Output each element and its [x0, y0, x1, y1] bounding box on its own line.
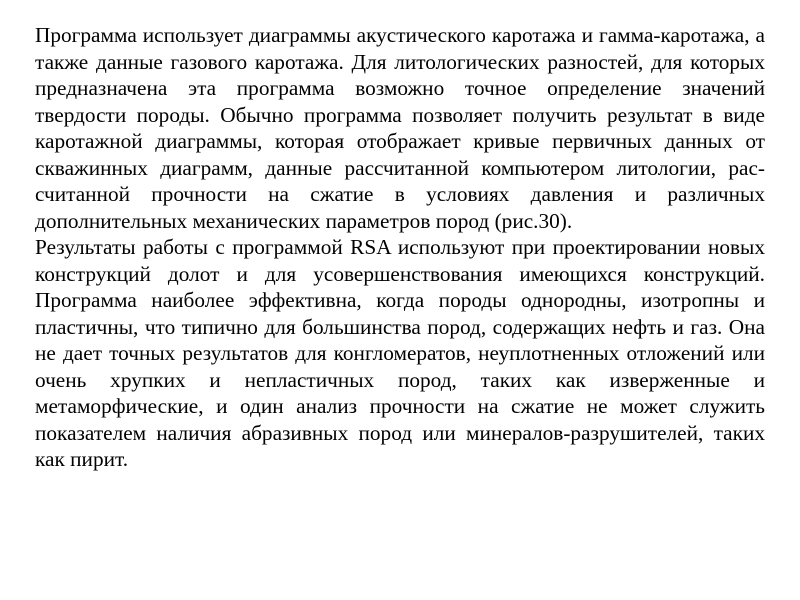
- paragraph-program-description: Программа использует диаграммы акустического каротажа и гамма-каротажа, а также данные газового каротажа. Для литологических разностей, для которых предназначена эта программа возможно точное определение значений твердости породы. Обычно программа позволяет получить результат в виде каротажной диаграммы, которая отображает кривые первичных данных от скважинных диаграмм, данные рассчитанной компьютером литологии, рас-считанной прочности на сжатие в условиях давления и различных дополнительных механических параметров пород (рис.30).: [35, 23, 765, 233]
- text-body: [35, 22, 765, 473]
- paragraph-rsa-results: Результаты работы с программой RSA используют при проектировании новых конструкций долот и для усовершенствования имеющихся конструкций. Программа наиболее эффективна, когда породы однородны, изотропны и пластичны, что типично для большинства пород, содержащих нефть и газ. Она не дает точных результатов для конгломератов, неуплотненных отложений или очень хрупких и непластичных пород, таких как изверженные и метаморфические, и один анализ прочности на сжатие не может служить показателем наличия абразивных пород или минералов-разрушителей, таких как пирит.: [35, 235, 765, 471]
